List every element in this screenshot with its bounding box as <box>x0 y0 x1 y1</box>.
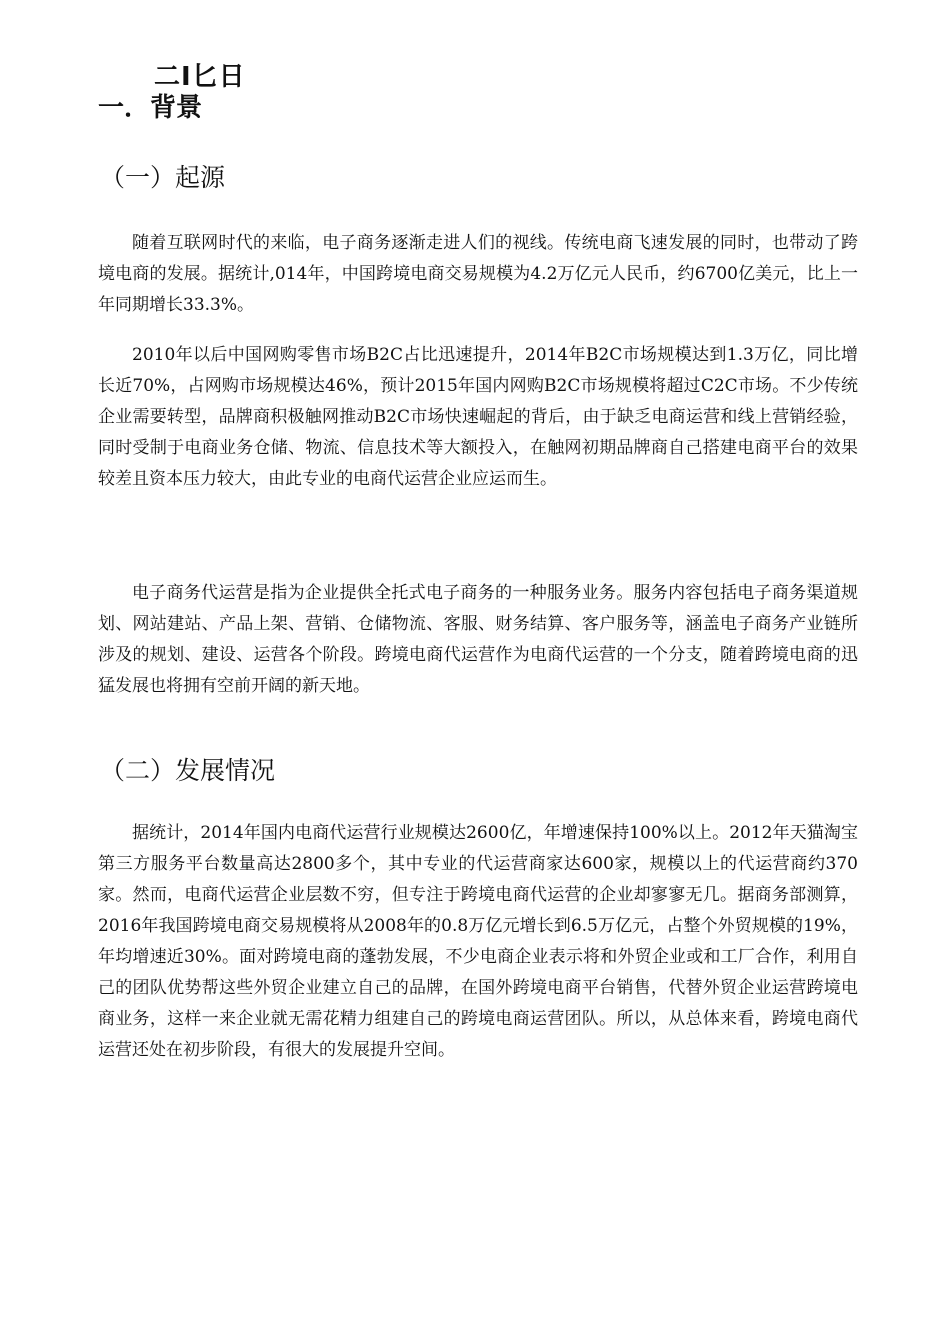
paragraph-origin-2: 2010年以后中国网购零售市场B2C占比迅速提升，2014年B2C市场规模达到1.3万亿，同比增长近70%，占网购市场规模达46%，预计2015年国内网购B2C市场规模将超过C2C市场。不少传统企业需要转型，品牌商积极触网推动B2C市场快速崛起的背后，由于缺乏电商运营和线上营销经验，同时受制于电商业务仓储、物流、信息技术等大额投入，在触网初期品牌商自己搭建电商平台的效果较差且资本压力较大，由此专业的电商代运营企业应运而生。 <box>98 345 858 489</box>
header-fragment: 二I匕日 <box>154 62 246 92</box>
heading-development: （二）发展情况 <box>100 756 276 785</box>
heading-background: 一．背景 <box>98 93 203 123</box>
heading-origin: （一）起源 <box>100 163 226 192</box>
paragraph-development-1: 据统计，2014年国内电商代运营行业规模达2600亿，年增速保持100%以上。2012年天猫淘宝第三方服务平台数量高达2800多个，其中专业的代运营商家达600家，规模以上的代运营商约370家。然而，电商代运营企业层数不穷，但专注于跨境电商代运营的企业却寥寥无几。据商务部测算，2016年我国跨境电商交易规模将从2008年的0.8万亿元增长到6.5万亿元，占整个外贸规模的19%，年均增速近30%。面对跨境电商的蓬勃发展，不少电商企业表示将和外贸企业或和工厂合作，利用自己的团队优势帮这些外贸企业建立自己的品牌，在国外跨境电商平台销售，代替外贸企业运营跨境电商业务，这样一来企业就无需花精力组建自己的跨境电商运营团队。所以，从总体来看，跨境电商代运营还处在初步阶段，有很大的发展提升空间。 <box>98 823 858 1060</box>
paragraph-origin-1: 随着互联网时代的来临，电子商务逐渐走进人们的视线。传统电商飞速发展的同时，也带动了跨境电商的发展。据统计,014年，中国跨境电商交易规模为4.2万亿元人民币，约6700亿美元，比上一年同期增长33.3%。 <box>98 233 858 315</box>
paragraph-origin-3: 电子商务代运营是指为企业提供全托式电子商务的一种服务业务。服务内容包括电子商务渠道规划、网站建站、产品上架、营销、仓储物流、客服、财务结算、客户服务等，涵盖电子商务产业链所涉及的规划、建设、运营各个阶段。跨境电商代运营作为电商代运营的一个分支，随着跨境电商的迅猛发展也将拥有空前开阔的新天地。 <box>98 583 858 696</box>
